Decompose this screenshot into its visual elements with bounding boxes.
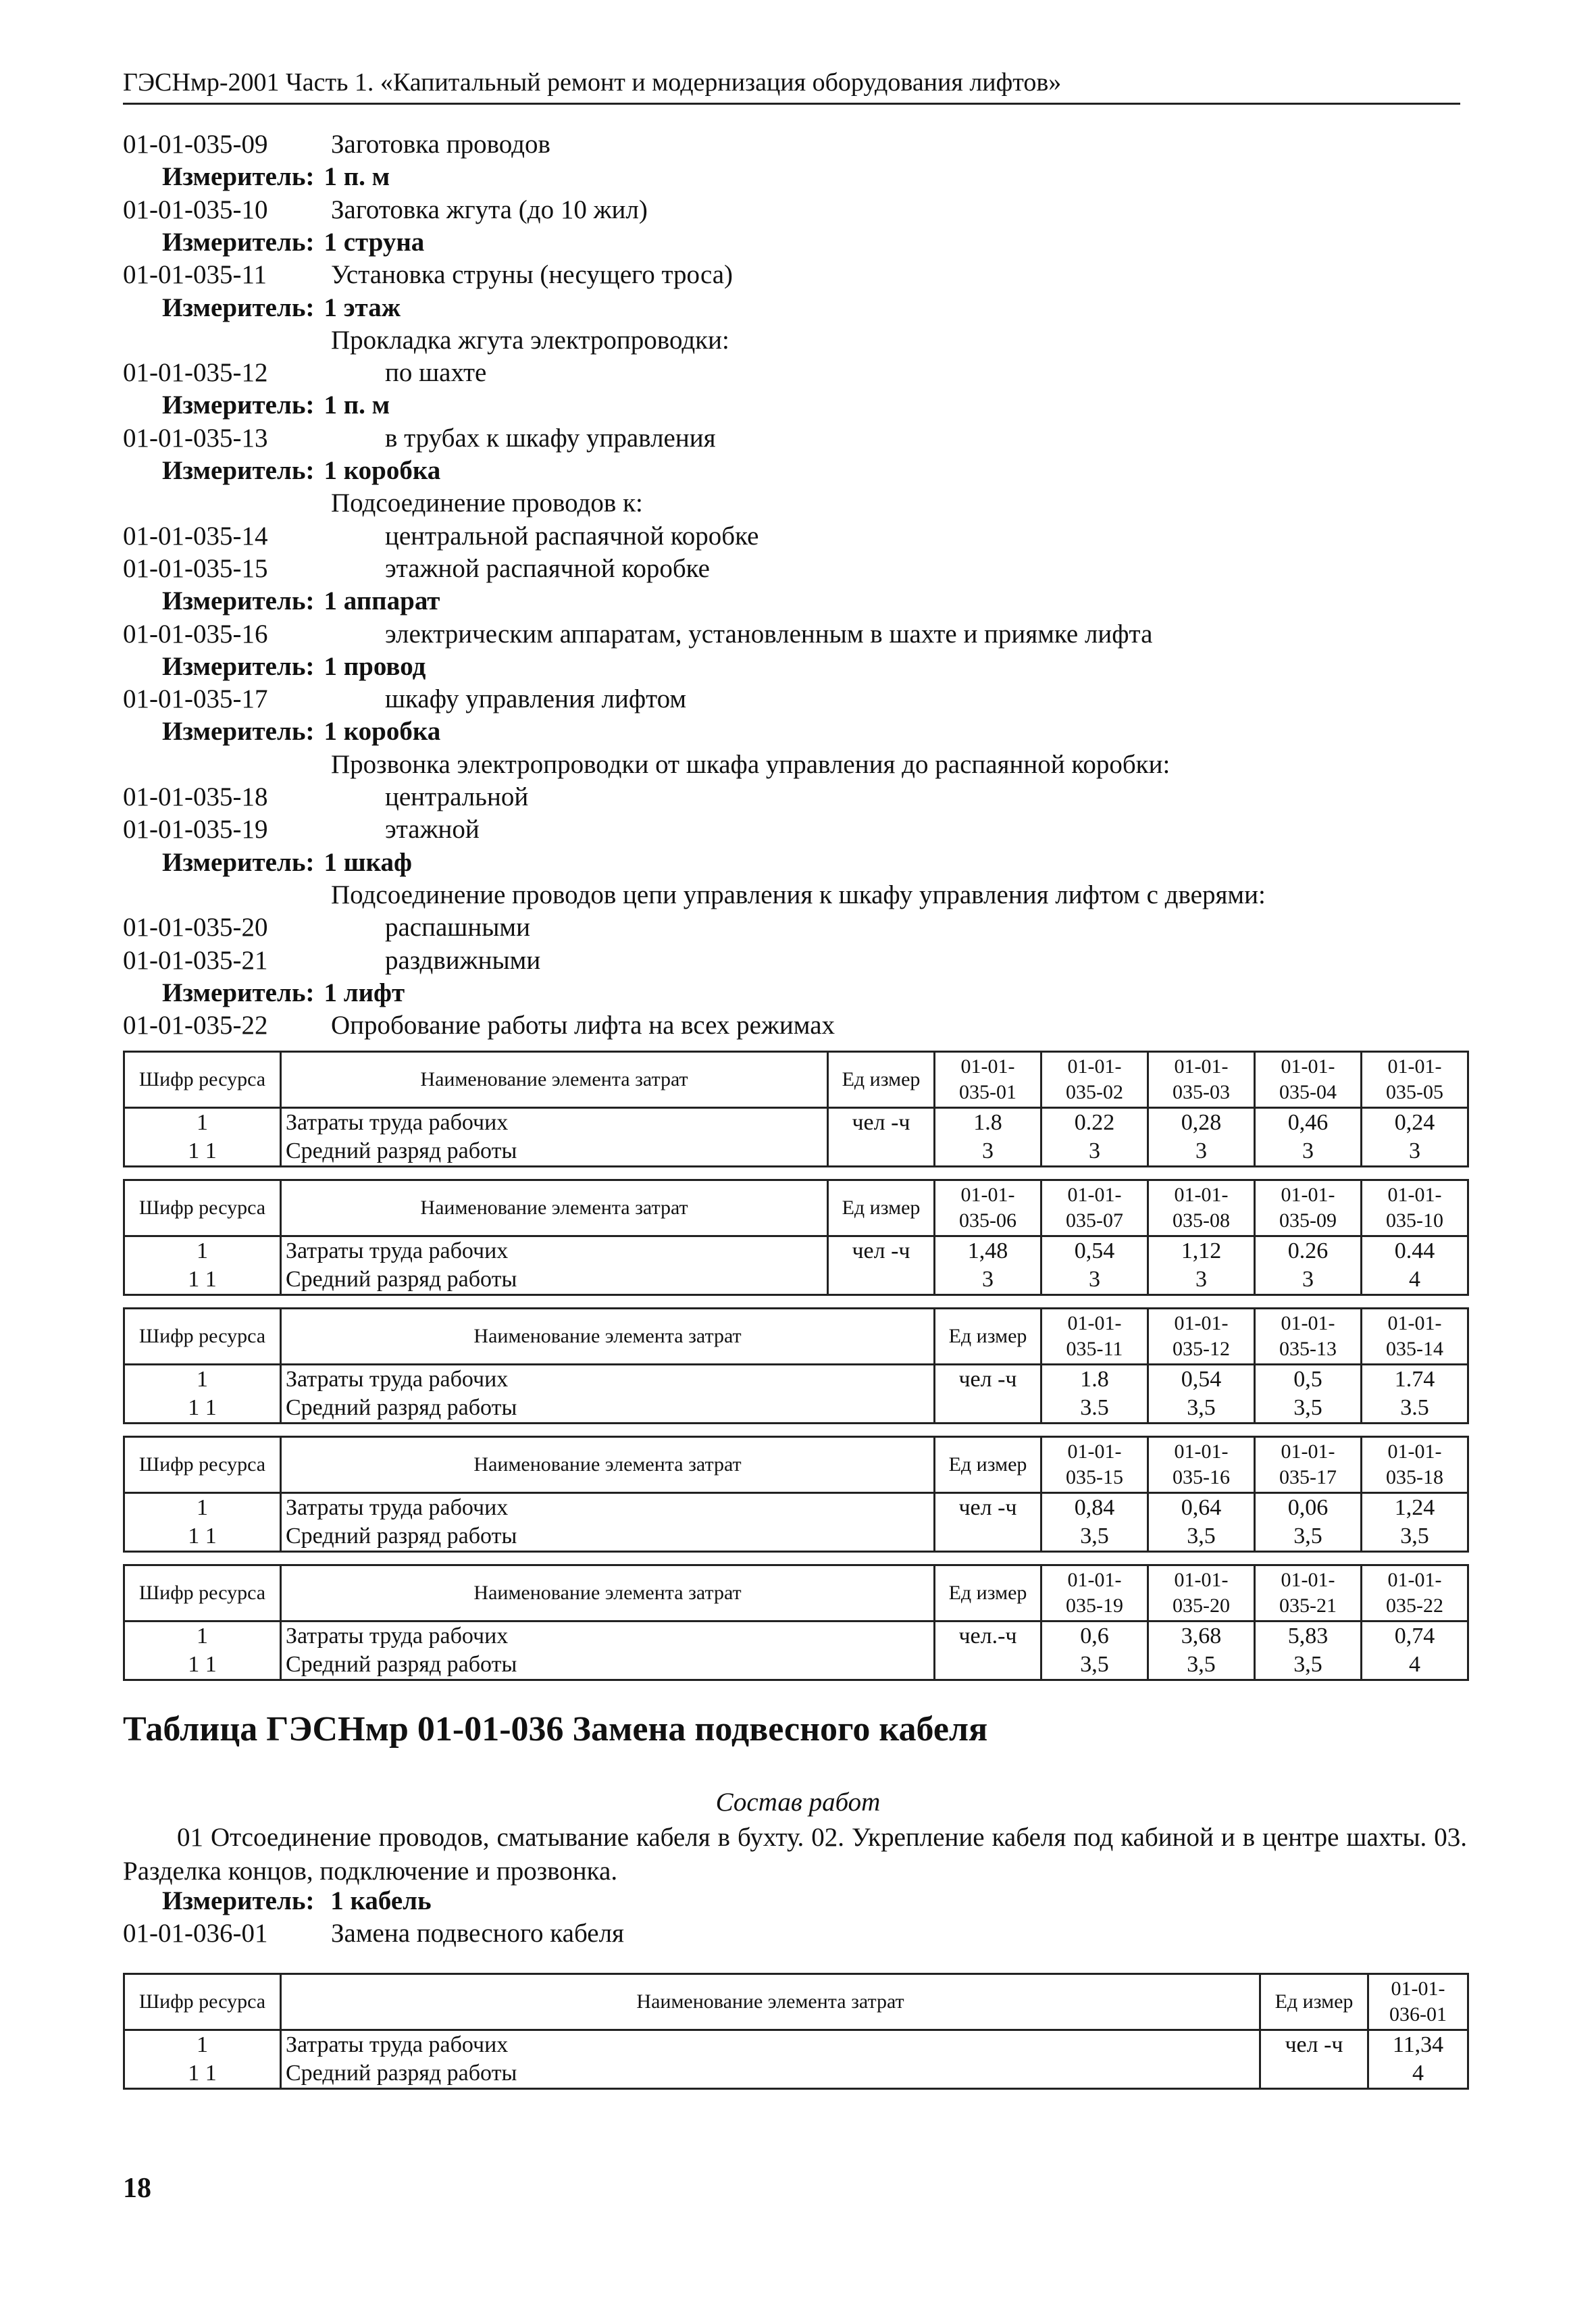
header-norm-code: 01-01- 035-12 bbox=[1148, 1309, 1255, 1365]
header-cost-element: Наименование элемента затрат bbox=[281, 1052, 828, 1108]
unit-cell: чел -ч bbox=[935, 1493, 1041, 1523]
norm-value: 3,5 bbox=[1041, 1651, 1148, 1680]
table-row bbox=[124, 1394, 1468, 1424]
measure-line bbox=[162, 1885, 432, 1917]
cost-element-name: Затраты труда рабочих bbox=[281, 2030, 1260, 2060]
item-text: Установка струны (несущего троса) bbox=[331, 260, 733, 289]
measure-value: 1 провод bbox=[324, 652, 426, 681]
norm-value: 3,5 bbox=[1362, 1522, 1468, 1552]
table-row bbox=[124, 1365, 1468, 1394]
unit-cell bbox=[1260, 2059, 1368, 2089]
measure-label: Измеритель: bbox=[162, 978, 315, 1007]
item-text: этажной распаячной коробке bbox=[385, 554, 710, 583]
norm-value: 3 bbox=[1255, 1137, 1362, 1167]
measure-line bbox=[162, 161, 390, 193]
item-text: этажной bbox=[385, 815, 480, 844]
norm-value: 0.44 bbox=[1362, 1236, 1468, 1266]
measure-label: Измеритель: bbox=[162, 228, 315, 257]
cost-element-name: Средний разряд работы bbox=[281, 1265, 828, 1295]
unit-cell bbox=[935, 1522, 1041, 1552]
item-code: 01-01-035-17 bbox=[123, 684, 268, 713]
measure-value: 1 коробка bbox=[324, 717, 441, 746]
unit-cell: чел -ч bbox=[828, 1108, 935, 1138]
table-row bbox=[124, 2030, 1468, 2060]
cost-element-name: Затраты труда рабочих bbox=[281, 1236, 828, 1266]
header-norm-code: 01-01- 035-07 bbox=[1041, 1180, 1148, 1236]
cost-element-name: Затраты труда рабочих bbox=[281, 1621, 935, 1651]
item-code: 01-01-035-12 bbox=[123, 358, 268, 387]
resource-code: 1 1 bbox=[124, 1394, 281, 1424]
norm-value: 0,84 bbox=[1041, 1493, 1148, 1523]
item-code: 01-01-035-22 bbox=[123, 1011, 268, 1040]
item-code: 01-01-035-09 bbox=[123, 130, 268, 159]
norm-value: 3,5 bbox=[1255, 1651, 1362, 1680]
work-composition-text: 01 Отсоединение проводов, сматывание кабеля в бухту. 02. Укрепление кабеля под кабиной и в центре шахты. 03. Разделка концов, подключение и прозвонка. bbox=[123, 1823, 1467, 1886]
header-norm-code: 01-01- 035-08 bbox=[1148, 1180, 1255, 1236]
measure-value: 1 коробка bbox=[324, 456, 441, 485]
norm-value: 0,24 bbox=[1362, 1108, 1468, 1138]
measure-value: 1 струна bbox=[324, 228, 425, 257]
header-resource-code: Шифр ресурса bbox=[124, 1309, 281, 1365]
norm-table bbox=[123, 1179, 1467, 1296]
unit-cell: чел -ч bbox=[1260, 2030, 1368, 2060]
measure-label: Измеритель: bbox=[162, 586, 315, 615]
measure-label: Измеритель: bbox=[162, 293, 315, 322]
header-norm-code: 01-01- 035-19 bbox=[1041, 1565, 1148, 1621]
table-row bbox=[124, 1265, 1468, 1295]
unit-cell bbox=[935, 1394, 1041, 1424]
norm-value: 3,5 bbox=[1148, 1394, 1255, 1424]
header-cost-element: Наименование элемента затрат bbox=[281, 1309, 935, 1365]
header-unit: Ед измер bbox=[828, 1052, 935, 1108]
item-text: распашными bbox=[385, 913, 530, 942]
item-code: 01-01-035-18 bbox=[123, 782, 268, 811]
measure-line bbox=[162, 585, 440, 618]
norm-value: 3,5 bbox=[1148, 1522, 1255, 1552]
measure-line bbox=[162, 847, 412, 879]
item-code: 01-01-036-01 bbox=[123, 1919, 268, 1948]
norm-value: 0,06 bbox=[1255, 1493, 1362, 1523]
norm-value: 1.74 bbox=[1362, 1365, 1468, 1394]
norm-value: 3.5 bbox=[1041, 1394, 1148, 1424]
norm-value: 3 bbox=[1041, 1265, 1148, 1295]
item-text: шкафу управления лифтом bbox=[385, 684, 687, 713]
group-heading: Прокладка жгута электропроводки: bbox=[331, 326, 729, 355]
norm-table bbox=[123, 1973, 1467, 2090]
measure-line bbox=[162, 292, 401, 324]
table-row bbox=[124, 1108, 1468, 1138]
cost-element-name: Затраты труда рабочих bbox=[281, 1493, 935, 1523]
norm-value: 3,5 bbox=[1255, 1522, 1362, 1552]
header-norm-code: 01-01- 035-06 bbox=[935, 1180, 1041, 1236]
norm-value: 1,24 bbox=[1362, 1493, 1468, 1523]
header-unit: Ед измер bbox=[828, 1180, 935, 1236]
header-norm-code: 01-01- 035-13 bbox=[1255, 1309, 1362, 1365]
header-unit: Ед измер bbox=[1260, 1974, 1368, 2030]
header-norm-code: 01-01- 035-20 bbox=[1148, 1565, 1255, 1621]
norm-table bbox=[123, 1051, 1467, 1167]
norm-value: 3 bbox=[1255, 1265, 1362, 1295]
resource-code: 1 bbox=[124, 1236, 281, 1266]
norm-value: 0,6 bbox=[1041, 1621, 1148, 1651]
table-row bbox=[124, 1651, 1468, 1680]
item-text: Опробование работы лифта на всех режимах bbox=[331, 1011, 835, 1040]
norm-value: 0.22 bbox=[1041, 1108, 1148, 1138]
measure-label: Измеритель: bbox=[162, 391, 315, 420]
header-norm-code: 01-01- 035-15 bbox=[1041, 1437, 1148, 1493]
header-resource-code: Шифр ресурса bbox=[124, 1180, 281, 1236]
header-norm-code: 01-01- 035-11 bbox=[1041, 1309, 1148, 1365]
item-code: 01-01-035-15 bbox=[123, 554, 268, 583]
measure-line bbox=[162, 715, 440, 748]
header-resource-code: Шифр ресурса bbox=[124, 1437, 281, 1493]
norm-value: 3,5 bbox=[1148, 1651, 1255, 1680]
norm-value: 0,5 bbox=[1255, 1365, 1362, 1394]
header-norm-code: 01-01- 035-14 bbox=[1362, 1309, 1468, 1365]
norm-value: 3 bbox=[935, 1137, 1041, 1167]
cost-element-name: Средний разряд работы bbox=[281, 1651, 935, 1680]
norm-value: 1,12 bbox=[1148, 1236, 1255, 1266]
cost-element-name: Средний разряд работы bbox=[281, 2059, 1260, 2089]
unit-cell bbox=[828, 1265, 935, 1295]
header-norm-code: 01-01- 035-01 bbox=[935, 1052, 1041, 1108]
resource-code: 1 bbox=[124, 1493, 281, 1523]
measure-label: Измеритель: bbox=[162, 162, 315, 191]
header-cost-element: Наименование элемента затрат bbox=[281, 1437, 935, 1493]
cost-element-name: Средний разряд работы bbox=[281, 1137, 828, 1167]
header-resource-code: Шифр ресурса bbox=[124, 1974, 281, 2030]
unit-cell: чел -ч bbox=[828, 1236, 935, 1266]
table-row bbox=[124, 1621, 1468, 1651]
item-text: электрическим аппаратам, установленным в шахте и приямке лифта bbox=[385, 620, 1153, 649]
norm-value: 3 bbox=[1148, 1265, 1255, 1295]
measure-label: Измеритель: bbox=[162, 652, 315, 681]
norm-value: 3 bbox=[1362, 1137, 1468, 1167]
norm-value: 0,46 bbox=[1255, 1108, 1362, 1138]
item-text: центральной bbox=[385, 782, 529, 811]
header-norm-code: 01-01- 035-21 bbox=[1255, 1565, 1362, 1621]
header-norm-code: 01-01- 035-18 bbox=[1362, 1437, 1468, 1493]
item-text: по шахте bbox=[385, 358, 487, 387]
item-code: 01-01-035-13 bbox=[123, 424, 268, 453]
item-code: 01-01-035-10 bbox=[123, 195, 268, 224]
resource-code: 1 bbox=[124, 1621, 281, 1651]
norm-value: 0.26 bbox=[1255, 1236, 1362, 1266]
measure-line bbox=[162, 389, 390, 422]
norm-value: 0,74 bbox=[1362, 1621, 1468, 1651]
norm-value: 0,54 bbox=[1148, 1365, 1255, 1394]
cost-element-name: Затраты труда рабочих bbox=[281, 1365, 935, 1394]
resource-code: 1 bbox=[124, 1365, 281, 1394]
header-resource-code: Шифр ресурса bbox=[124, 1565, 281, 1621]
unit-cell bbox=[828, 1137, 935, 1167]
norm-value: 4 bbox=[1362, 1265, 1468, 1295]
item-text: центральной распаячной коробке bbox=[385, 522, 759, 551]
item-code: 01-01-035-16 bbox=[123, 620, 268, 649]
work-composition-heading: Состав работ bbox=[715, 1788, 881, 1817]
norm-value: 0,64 bbox=[1148, 1493, 1255, 1523]
resource-code: 1 bbox=[124, 2030, 281, 2060]
measure-value: 1 п. м bbox=[324, 162, 390, 191]
table-row bbox=[124, 1493, 1468, 1523]
resource-code: 1 1 bbox=[124, 2059, 281, 2089]
header-norm-code: 01-01- 035-09 bbox=[1255, 1180, 1362, 1236]
measure-value: 1 кабель bbox=[330, 1886, 432, 1915]
norm-table bbox=[123, 1436, 1467, 1553]
header-norm-code: 01-01- 035-17 bbox=[1255, 1437, 1362, 1493]
header-norm-code: 01-01- 035-02 bbox=[1041, 1052, 1148, 1108]
header-resource-code: Шифр ресурса bbox=[124, 1052, 281, 1108]
norm-value: 4 bbox=[1368, 2059, 1468, 2089]
measure-line bbox=[162, 455, 440, 487]
group-heading: Подсоединение проводов к: bbox=[331, 488, 643, 518]
group-heading: Подсоединение проводов цепи управления к шкафу управления лифтом с дверями: bbox=[331, 880, 1266, 909]
measure-label: Измеритель: bbox=[162, 848, 315, 877]
cost-element-name: Средний разряд работы bbox=[281, 1394, 935, 1424]
norm-value: 3,68 bbox=[1148, 1621, 1255, 1651]
norm-value: 1,48 bbox=[935, 1236, 1041, 1266]
norm-value: 5,83 bbox=[1255, 1621, 1362, 1651]
unit-cell: чел.-ч bbox=[935, 1621, 1041, 1651]
measure-value: 1 шкаф bbox=[324, 848, 412, 877]
cost-element-name: Затраты труда рабочих bbox=[281, 1108, 828, 1138]
header-cost-element: Наименование элемента затрат bbox=[281, 1974, 1260, 2030]
item-code: 01-01-035-11 bbox=[123, 260, 267, 289]
resource-code: 1 bbox=[124, 1108, 281, 1138]
header-norm-code: 01-01- 036-01 bbox=[1368, 1974, 1468, 2030]
resource-code: 1 1 bbox=[124, 1265, 281, 1295]
resource-code: 1 1 bbox=[124, 1651, 281, 1680]
norm-table bbox=[123, 1564, 1467, 1681]
norm-value: 1.8 bbox=[1041, 1365, 1148, 1394]
item-code: 01-01-035-21 bbox=[123, 946, 268, 975]
measure-line bbox=[162, 651, 426, 683]
header-norm-code: 01-01- 035-03 bbox=[1148, 1052, 1255, 1108]
table-row bbox=[124, 2059, 1468, 2089]
measure-line bbox=[162, 226, 424, 259]
item-text: Замена подвесного кабеля bbox=[331, 1919, 624, 1948]
item-text: в трубах к шкафу управления bbox=[385, 424, 716, 453]
unit-cell bbox=[935, 1651, 1041, 1680]
item-text: Заготовка проводов bbox=[331, 130, 550, 159]
norm-value: 3,5 bbox=[1041, 1522, 1148, 1552]
table-row bbox=[124, 1522, 1468, 1552]
running-header: ГЭСНмр-2001 Часть 1. «Капитальный ремонт и модернизация оборудования лифтов» bbox=[123, 68, 1460, 105]
header-cost-element: Наименование элемента затрат bbox=[281, 1180, 828, 1236]
norm-value: 3,5 bbox=[1255, 1394, 1362, 1424]
measure-label: Измеритель: bbox=[162, 456, 315, 485]
norm-value: 1.8 bbox=[935, 1108, 1041, 1138]
norm-value: 0,28 bbox=[1148, 1108, 1255, 1138]
measure-value: 1 п. м bbox=[324, 391, 390, 420]
header-norm-code: 01-01- 035-05 bbox=[1362, 1052, 1468, 1108]
header-unit: Ед измер bbox=[935, 1565, 1041, 1621]
group-heading: Прозвонка электропроводки от шкафа управления до распаянной коробки: bbox=[331, 750, 1170, 779]
cost-element-name: Средний разряд работы bbox=[281, 1522, 935, 1552]
table-row bbox=[124, 1137, 1468, 1167]
norm-value: 3.5 bbox=[1362, 1394, 1468, 1424]
measure-value: 1 лифт bbox=[324, 978, 405, 1007]
norm-value: 3 bbox=[935, 1265, 1041, 1295]
measure-label: Измеритель: bbox=[162, 717, 315, 746]
header-unit: Ед измер bbox=[935, 1437, 1041, 1493]
norm-value: 11,34 bbox=[1368, 2030, 1468, 2060]
norm-value: 3 bbox=[1041, 1137, 1148, 1167]
section-title: Таблица ГЭСНмр 01-01-036 Замена подвесного кабеля bbox=[123, 1710, 988, 1749]
item-text: Заготовка жгута (до 10 жил) bbox=[331, 195, 648, 224]
item-text: раздвижными bbox=[385, 946, 541, 975]
measure-label: Измеритель: bbox=[162, 1886, 315, 1915]
norm-value: 3 bbox=[1148, 1137, 1255, 1167]
measure-value: 1 этаж bbox=[324, 293, 401, 322]
header-norm-code: 01-01- 035-22 bbox=[1362, 1565, 1468, 1621]
item-code: 01-01-035-19 bbox=[123, 815, 268, 844]
item-code: 01-01-035-14 bbox=[123, 522, 268, 551]
resource-code: 1 1 bbox=[124, 1137, 281, 1167]
norm-table bbox=[123, 1307, 1467, 1424]
norm-value: 4 bbox=[1362, 1651, 1468, 1680]
norm-value: 0,54 bbox=[1041, 1236, 1148, 1266]
header-norm-code: 01-01- 035-16 bbox=[1148, 1437, 1255, 1493]
page-number: 18 bbox=[123, 2173, 151, 2204]
resource-code: 1 1 bbox=[124, 1522, 281, 1552]
header-norm-code: 01-01- 035-04 bbox=[1255, 1052, 1362, 1108]
item-code: 01-01-035-20 bbox=[123, 913, 268, 942]
table-row bbox=[124, 1236, 1468, 1266]
header-cost-element: Наименование элемента затрат bbox=[281, 1565, 935, 1621]
measure-line bbox=[162, 977, 405, 1009]
unit-cell: чел -ч bbox=[935, 1365, 1041, 1394]
measure-value: 1 аппарат bbox=[324, 586, 440, 615]
header-norm-code: 01-01- 035-10 bbox=[1362, 1180, 1468, 1236]
header-unit: Ед измер bbox=[935, 1309, 1041, 1365]
